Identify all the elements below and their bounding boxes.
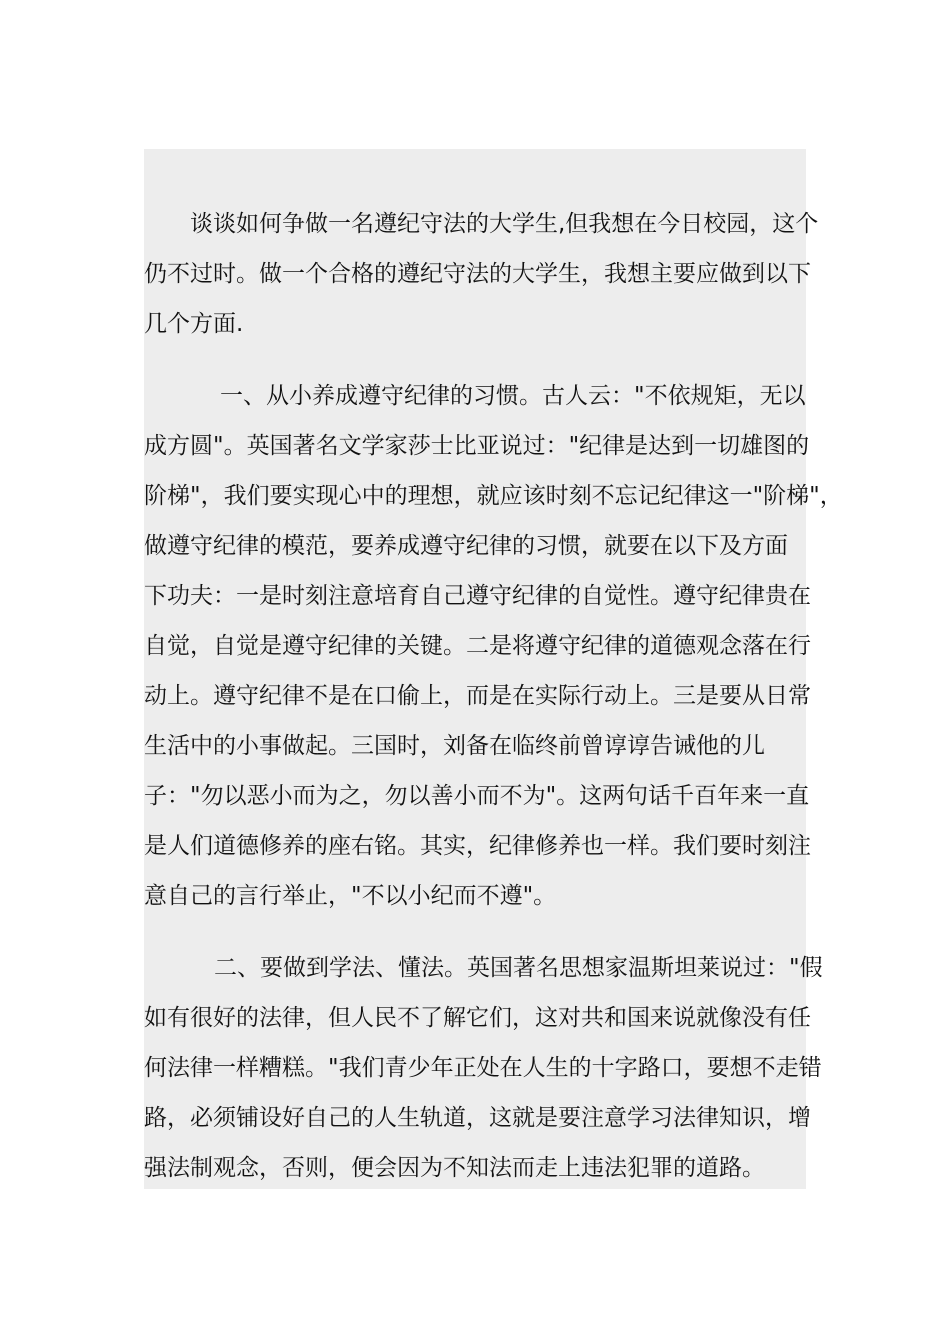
paragraph-2-line-2: 成方圆"。英国著名文学家莎士比亚说过："纪律是达到一切雄图的 bbox=[144, 433, 810, 459]
paragraph-2-line-7: 动上。遵守纪律不是在口偷上，而是在实际行动上。三是要从日常 bbox=[144, 683, 811, 709]
paragraph-1-line-1: 谈谈如何争做一名遵纪守法的大学生,但我想在今日校园，这个 bbox=[190, 211, 819, 237]
paragraph-3-line-5: 强法制观念，否则，便会因为不知法而走上违法犯罪的道路。 bbox=[144, 1155, 765, 1181]
document-page bbox=[144, 149, 843, 1189]
paragraph-2-line-4: 做遵守纪律的模范，要养成遵守纪律的习惯，就要在以下及方面 bbox=[144, 533, 788, 559]
paragraph-1-line-2: 仍不过时。做一个合格的遵纪守法的大学生，我想主要应做到以下 bbox=[144, 261, 811, 287]
paragraph-2-line-1: 一、从小养成遵守纪律的习惯。古人云："不依规矩，无以 bbox=[220, 383, 806, 409]
paragraph-2-line-3: 阶梯"，我们要实现心中的理想，就应该时刻不忘记纪律这一"阶梯"， bbox=[144, 483, 843, 509]
paragraph-1-line-3: 几个方面. bbox=[144, 311, 244, 337]
paragraph-3-line-4: 路，必须铺设好自己的人生轨道，这就是要注意学习法律知识，增 bbox=[144, 1105, 811, 1131]
paragraph-2-line-11: 意自己的言行举止，"不以小纪而不遵"。 bbox=[144, 883, 557, 909]
paragraph-3-line-3: 何法律一样糟糕。"我们青少年正处在人生的十字路口，要想不走错 bbox=[144, 1055, 822, 1081]
paragraph-2-line-8: 生活中的小事做起。三国时，刘备在临终前曾谆谆告诫他的儿 bbox=[144, 733, 765, 759]
paragraph-3-line-1: 二、要做到学法、懂法。英国著名思想家温斯坦莱说过："假 bbox=[214, 955, 823, 981]
paragraph-2-line-5: 下功夫：一是时刻注意培育自己遵守纪律的自觉性。遵守纪律贵在 bbox=[144, 583, 811, 609]
paragraph-2-line-9: 子："勿以恶小而为之，勿以善小而不为"。这两句话千百年来一直 bbox=[144, 783, 810, 809]
paragraph-2-line-10: 是人们道德修养的座右铭。其实，纪律修养也一样。我们要时刻注 bbox=[144, 833, 811, 859]
paragraph-3-line-2: 如有很好的法律，但人民不了解它们，这对共和国来说就像没有任 bbox=[144, 1005, 811, 1031]
paragraph-2-line-6: 自觉，自觉是遵守纪律的关键。二是将遵守纪律的道德观念落在行 bbox=[144, 633, 811, 659]
